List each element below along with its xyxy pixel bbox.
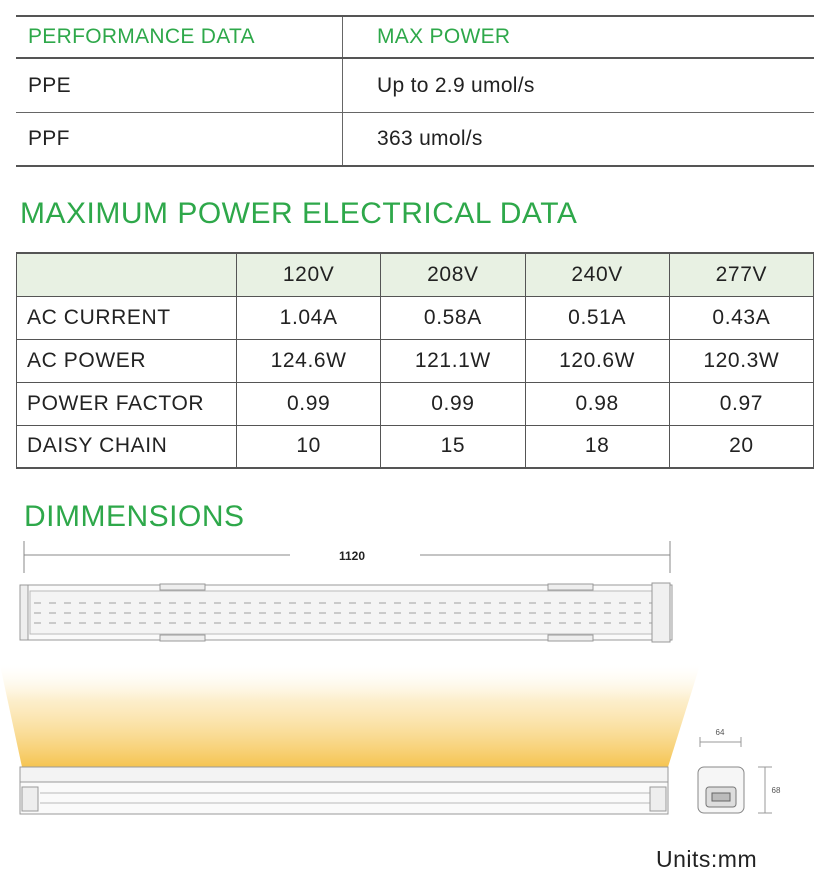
table-cell: 0.99 bbox=[381, 382, 525, 425]
width-label: 64 bbox=[715, 728, 725, 737]
table-cell: 120.3W bbox=[669, 339, 813, 382]
height-label: 68 bbox=[771, 786, 781, 795]
table-cell: 0.98 bbox=[525, 382, 669, 425]
table-cell: 1.04A bbox=[237, 296, 381, 339]
voltage-header: 277V bbox=[669, 253, 813, 296]
table-row bbox=[17, 382, 814, 425]
voltage-header: 120V bbox=[237, 253, 381, 296]
performance-header-row bbox=[16, 15, 814, 59]
row-label: AC CURRENT bbox=[17, 296, 237, 339]
table-cell: 0.97 bbox=[669, 382, 813, 425]
performance-table bbox=[16, 15, 814, 167]
table-cell: 0.43A bbox=[669, 296, 813, 339]
dimensions-title: DIMMENSIONS bbox=[24, 500, 245, 533]
table-cell: 124.6W bbox=[237, 339, 381, 382]
voltage-header: 208V bbox=[381, 253, 525, 296]
performance-row-ppf bbox=[16, 113, 814, 167]
voltage-header: 240V bbox=[525, 253, 669, 296]
table-cell: 0.99 bbox=[237, 382, 381, 425]
table-cell: 121.1W bbox=[381, 339, 525, 382]
row-label: POWER FACTOR bbox=[17, 382, 237, 425]
performance-label: PPF bbox=[16, 113, 343, 165]
table-cell: 0.51A bbox=[525, 296, 669, 339]
performance-row-ppe bbox=[16, 59, 814, 113]
table-cell: 15 bbox=[381, 425, 525, 468]
length-label: 1120 bbox=[338, 549, 366, 563]
table-row bbox=[17, 425, 814, 468]
table-row bbox=[17, 339, 814, 382]
table-cell: 20 bbox=[669, 425, 813, 468]
electrical-table bbox=[16, 252, 814, 469]
table-cell: 120.6W bbox=[525, 339, 669, 382]
performance-header-col2: MAX POWER bbox=[377, 25, 511, 48]
table-row bbox=[17, 296, 814, 339]
units-label: Units:mm bbox=[656, 846, 758, 872]
performance-value: 363 umol/s bbox=[377, 127, 483, 150]
table-cell: 18 bbox=[525, 425, 669, 468]
table-cell: 0.58A bbox=[381, 296, 525, 339]
fixture-end-view bbox=[698, 737, 772, 813]
fixture-side-view bbox=[20, 767, 668, 814]
electrical-title: MAXIMUM POWER ELECTRICAL DATA bbox=[20, 197, 578, 230]
electrical-header-blank bbox=[17, 253, 237, 296]
electrical-header-row bbox=[17, 253, 814, 296]
light-glow bbox=[0, 665, 700, 767]
performance-value: Up to 2.9 umol/s bbox=[377, 73, 535, 97]
row-label: DAISY CHAIN bbox=[17, 425, 237, 468]
performance-label: PPE bbox=[16, 59, 343, 112]
row-label: AC POWER bbox=[17, 339, 237, 382]
table-cell: 10 bbox=[237, 425, 381, 468]
fixture-drawing bbox=[0, 535, 837, 835]
performance-header-col1: PERFORMANCE DATA bbox=[16, 17, 343, 57]
fixture-top-view bbox=[20, 583, 672, 642]
